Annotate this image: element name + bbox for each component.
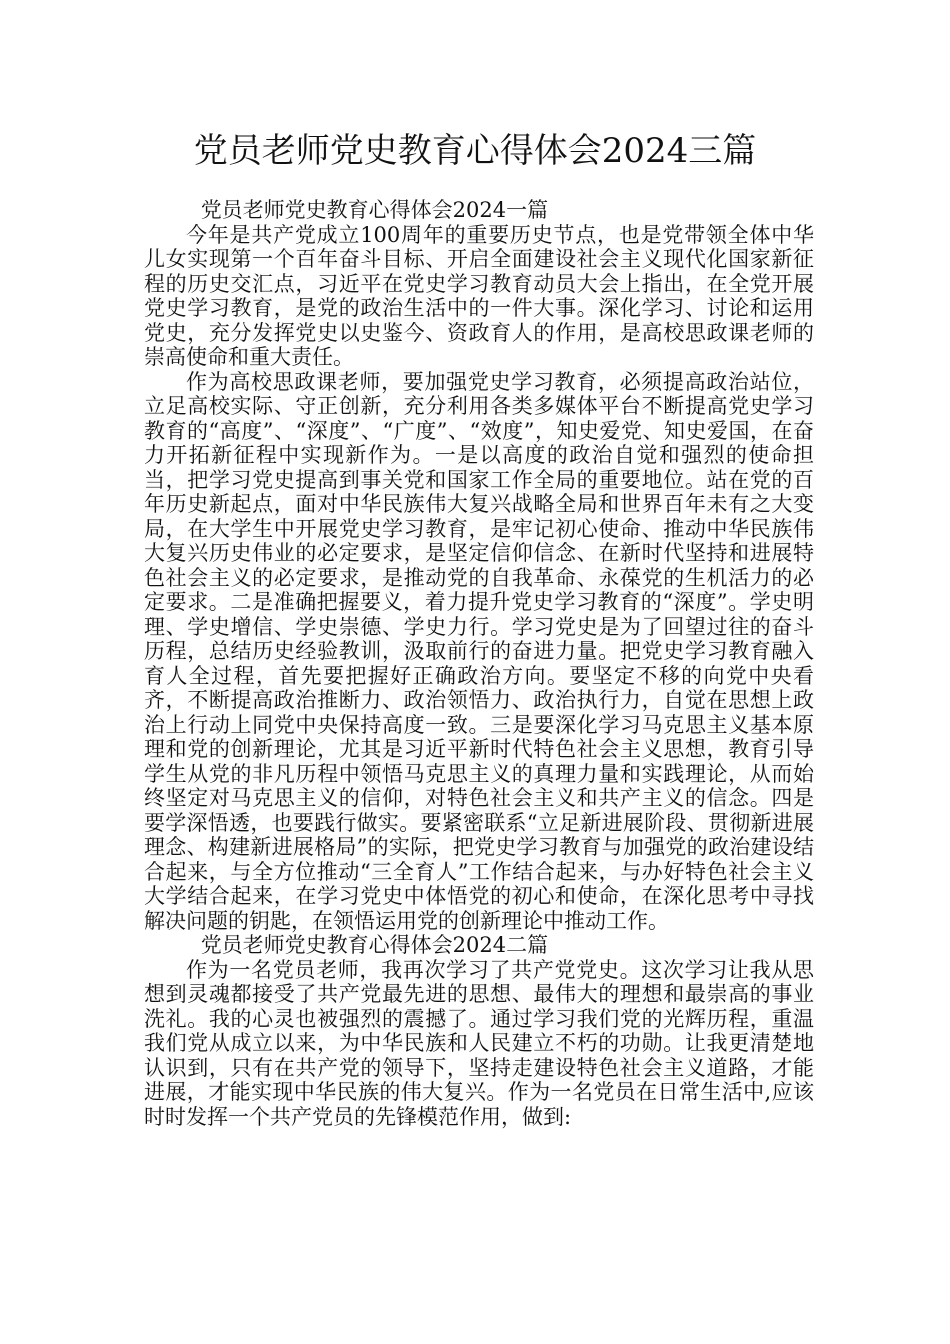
section-heading-1: 党员老师党史教育心得体会2024一篇 xyxy=(200,198,549,222)
paragraph: 作为一名党员老师，我再次学习了共产党党史。这次学习让我从思想到灵魂都接受了共产党最先进的思想、最伟大的理想和最崇高的事业洗礼。我的心灵也被强烈的震撼了。通过学习我们党的光辉历程，重温我们党从成立以来，为中华民族和人民建立不朽的功勋。让我更清楚地认识到，只有在共产党的领导下，坚持走建设特色社会主义道路，才能进展，才能实现中华民族的伟大复兴。作为一名党员在日常生活中,应该时时发挥一个共产党员的先锋模范作用，做到: xyxy=(144,957,814,1129)
paragraph: 今年是共产党成立100周年的重要历史节点，也是党带领全体中华儿女实现第一个百年奋斗目标、开启全面建设社会主义现代化国家新征程的历史交汇点，习近平在党史学习教育动员大会上指出，在全党开展党史学习教育，是党的政治生活中的一件大事。深化学习、讨论和运用党史，充分发挥党史以史鉴今、资政育人的作用，是高校思政课老师的崇高使命和重大责任。 xyxy=(144,222,814,369)
section-heading-2: 党员老师党史教育心得体会2024二篇 xyxy=(200,933,549,957)
paragraph: 作为高校思政课老师，要加强党史学习教育，必须提高政治站位，立足高校实际、守正创新，充分利用各类多媒体平台不断提高党史学习教育的“高度”、“深度”、“广度”、“效度”，知史爱党、知史爱国，在奋力开拓新征程中实现新作为。一是以高度的政治自觉和强烈的使命担当，把学习党史提高到事关党和国家工作全局的重要地位。站在党的百年历史新起点，面对中华民族伟大复兴战略全局和世界百年未有之大变局，在大学生中开展党史学习教育，是牢记初心使命、推动中华民族伟大复兴历史伟业的必定要求，是坚定信仰信念、在新时代坚持和进展特色社会主义的必定要求，是推动党的自我革命、永葆党的生机活力的必定要求。二是准确把握要义，着力提升党史学习教育的“深度”。学史明理、学史增信、学史崇德、学史力行。学习党史是为了回望过往的奋斗历程，总结历史经验教训，汲取前行的奋进力量。把党史学习教育融入育人全过程，首先要把握好正确政治方向。要坚定不移的向党中央看齐，不断提高政治推断力、政治领悟力、政治执行力，自觉在思想上政治上行动上同党中央保持高度一致。三是要深化学习马克思主义基本原理和党的创新理论，尤其是习近平新时代特色社会主义思想，教育引导学生从党的非凡历程中领悟马克思主义的真理力量和实践理论，从而始终坚定对马克思主义的信仰，对特色社会主义和共产主义的信念。四是要学深悟透，也要践行做实。要紧密联系“立足新进展阶段、贯彻新进展理念、构建新进展格局”的实际，把党史学习教育与加强党的政治建设结合起来，与全方位推动“三全育人”工作结合起来，与办好特色社会主义大学结合起来，在学习党史中体悟党的初心和使命，在深化思考中寻找解决问题的钥匙，在领悟运用党的创新理论中推动工作。 xyxy=(144,369,814,933)
document-title: 党员老师党史教育心得体会2024三篇 xyxy=(193,131,757,171)
document-body xyxy=(144,198,814,1129)
